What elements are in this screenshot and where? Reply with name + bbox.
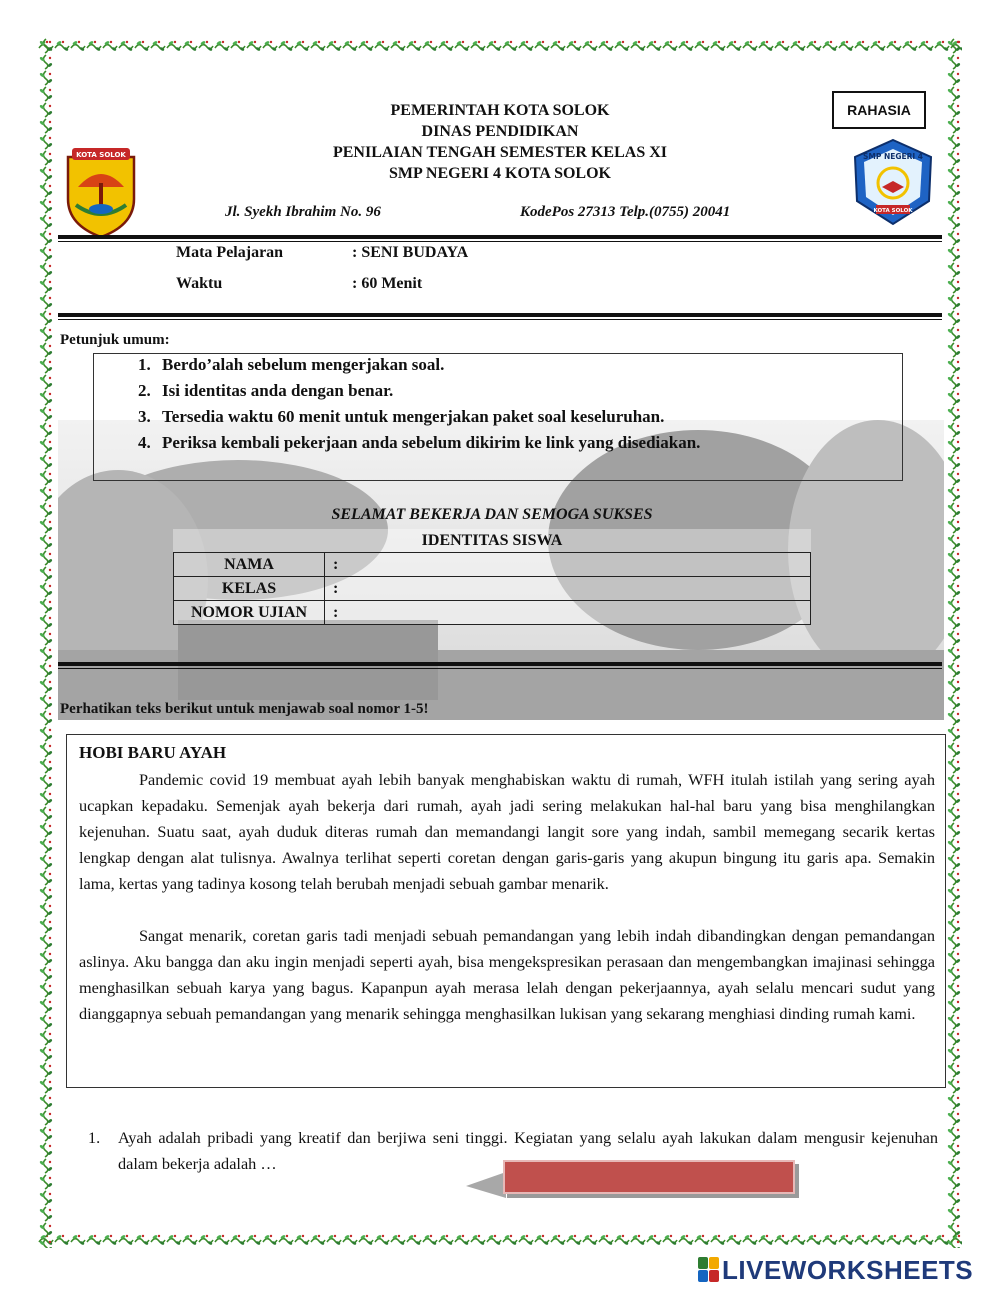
name-label: NAMA <box>174 553 325 577</box>
decorative-border-left <box>38 38 54 1248</box>
table-row <box>174 601 811 625</box>
city-logo-text: KOTA SOLOK <box>76 151 126 159</box>
decorative-border-top <box>38 38 962 54</box>
time-label: Waktu <box>176 275 223 292</box>
table-row <box>174 553 811 577</box>
passage-title: HOBI BARU AYAH <box>79 743 227 762</box>
exam-number-field[interactable]: : <box>325 601 811 625</box>
answer-input-1[interactable] <box>503 1160 795 1194</box>
class-label: KELAS <box>174 577 325 601</box>
header-line-1: PEMERINTAH KOTA SOLOK <box>390 102 610 119</box>
instructions-title: Petunjuk umum: <box>60 332 170 348</box>
time-value: : 60 Menit <box>352 275 423 292</box>
decorative-border-bottom <box>38 1232 962 1248</box>
reading-passage <box>66 734 946 1088</box>
greeting-text: SELAMAT BEKERJA DAN SEMOGA SUKSES <box>331 506 653 523</box>
student-identity-table <box>173 529 811 625</box>
instruction-item: 1. Berdo’alah sebelum mengerjakan soal. <box>138 355 445 374</box>
answer-field-shadow <box>466 1172 506 1198</box>
instructions-list <box>138 354 700 458</box>
instruction-item: 3. Tersedia waktu 60 menit untuk mengerjakan paket soal keseluruhan. <box>138 407 665 426</box>
class-field[interactable]: : <box>325 577 811 601</box>
header-line-2: DINAS PENDIDIKAN <box>421 123 579 140</box>
question-number: 1. <box>88 1128 101 1147</box>
confidential-stamp: RAHASIA <box>832 91 926 129</box>
identity-divider <box>58 662 942 669</box>
postal-phone: KodePos 27313 Telp.(0755) 20041 <box>520 204 731 220</box>
decorative-border-right <box>946 38 962 1248</box>
question-text: Ayah adalah pribadi yang kreatif dan berjiwa seni tinggi. Kegiatan yang selalu ayah lakukan dalam mengusir kejenuhan dalam bekerja adalah … <box>118 1128 938 1173</box>
instruction-item: 4. Periksa kembali pekerjaan anda sebelum dikirim ke link yang disediakan. <box>138 433 701 452</box>
liveworksheets-brand: LIVEWORKSHEETS <box>722 1254 974 1285</box>
subject-label: Mata Pelajaran <box>176 244 284 261</box>
subject-divider <box>58 313 942 320</box>
passage-paragraph-1: Pandemic covid 19 membuat ayah lebih banyak menghabiskan waktu di rumah, WFH itulah istilah yang sering ayah ucapkan kepadaku. Semenjak ayah bekerja dari rumah, ayah jadi sering melakukan hal-hal baru yang bisa menghilangkan kejenuhan. Suatu saat, ayah duduk diteras rumah dan memandangi langit sore yang indah, sambil memegang secarik kertas lengkap dengan alat tulisnya. Awalnya terlihat seperti coretan dengan garis-garis yang akupun bingung itu garis apa. Semakin lama, kertas yang tadinya kosong telah berubah menjadi sebuah gambar menarik. <box>79 770 935 893</box>
header-divider <box>58 235 942 242</box>
table-row <box>174 577 811 601</box>
instruction-item: 2. Isi identitas anda dengan benar. <box>138 381 394 400</box>
school-logo <box>852 137 934 227</box>
subject-value: : SENI BUDAYA <box>352 244 469 261</box>
instructions-box <box>93 353 903 481</box>
identity-title: IDENTITAS SISWA <box>174 529 811 553</box>
school-logo-text: SMP NEGERI 4 <box>862 152 924 161</box>
header-line-3: PENILAIAN TENGAH SEMESTER KELAS XI <box>332 144 667 161</box>
passage-paragraph-2: Sangat menarik, coretan garis tadi menjadi sebuah pemandangan yang lebih indah dibandingkan dengan pemandangan aslinya. Aku bangga dan aku ingin menjadi seperti ayah, bisa mengekspresikan perasaan dan mengembangkan imajinasi sehingga menghasilkan sebuah karya yang bagus. Kapanpun ayah merasa lelah dengan pekerjaannya, ayah selalu mencari sudut yang dianggapnya sebuah pemandangan yang menarik sehingga menghasilkan lukisan yang sekarang menghiasi dinding rumah kami. <box>79 926 935 1023</box>
exam-number-label: NOMOR UJIAN <box>174 601 325 625</box>
street-address: Jl. Syekh Ibrahim No. 96 <box>225 204 381 220</box>
header-line-4: SMP NEGERI 4 KOTA SOLOK <box>389 165 611 182</box>
name-field[interactable]: : <box>325 553 811 577</box>
reading-instruction: Perhatikan teks berikut untuk menjawab soal nomor 1-5! <box>60 701 429 717</box>
city-logo <box>64 143 138 239</box>
school-logo-bottom-text: KOTA SOLOK <box>873 208 913 214</box>
liveworksheets-logo <box>698 1256 973 1284</box>
school-header <box>250 100 750 184</box>
liveworksheets-badge-icon <box>698 1257 720 1283</box>
